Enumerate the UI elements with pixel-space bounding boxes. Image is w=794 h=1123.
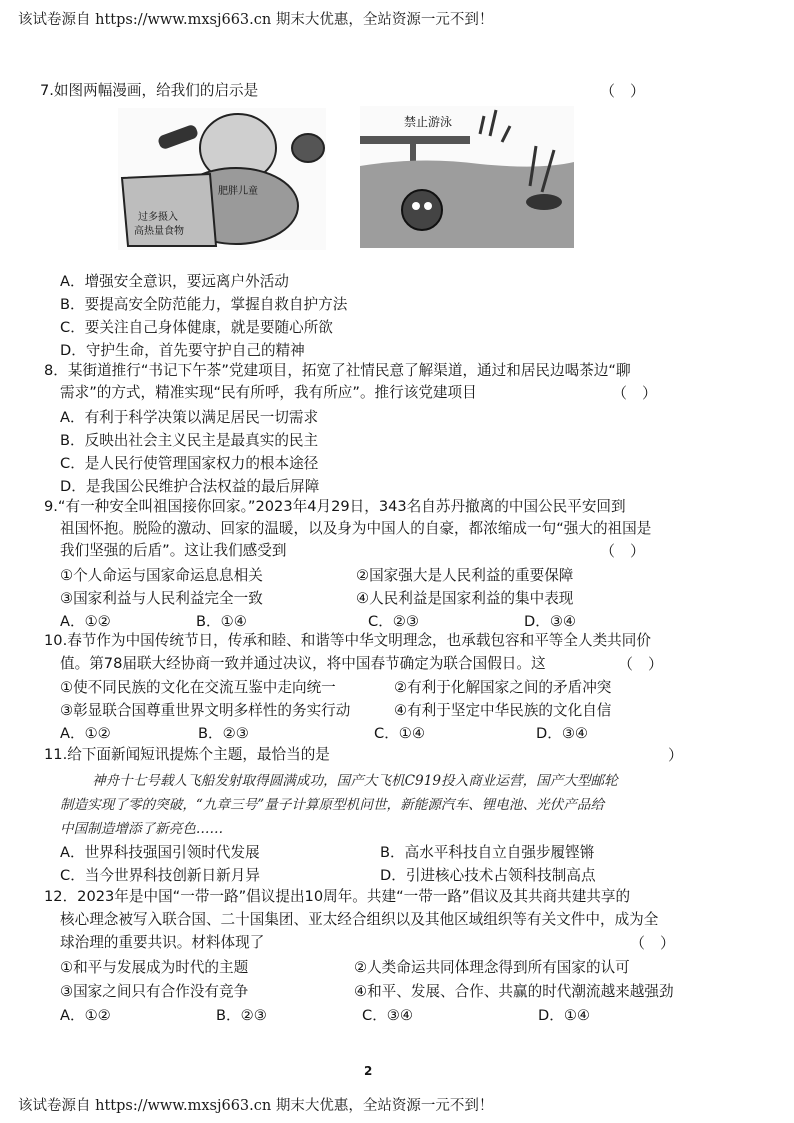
q12-option-c: C．③④ (362, 1007, 413, 1024)
q10-item-1: ①使不同民族的文化在交流互鉴中走向统一 (60, 679, 336, 696)
no-swimming-sign-text: 禁止游泳 (404, 115, 453, 129)
q9-option-d: D．③④ (524, 613, 576, 630)
q11-option-d: D．引进核心技术占领科技制高点 (380, 867, 596, 884)
q11-news-line3: 中国制造增添了新亮色…… (60, 821, 224, 837)
q12-item-1: ①和平与发展成为时代的主题 (60, 959, 249, 976)
q10-item-2: ②有利于化解国家之间的矛盾冲突 (394, 679, 612, 696)
bottom-watermark-banner: 该试卷源自 https://www.mxsj663.cn 期末大优惠，全站资源一元不到！ (18, 1098, 494, 1114)
q10-option-d: D．③④ (536, 725, 588, 742)
q8-option-a: A．有利于科学决策以满足居民一切需求 (60, 409, 319, 426)
q11-option-b: B．高水平科技自立自强步履铿锵 (380, 844, 595, 861)
cartoon-obese-child-image (118, 108, 326, 250)
q9-option-b: B．①④ (196, 613, 247, 630)
q10-item-3: ③彰显联合国尊重世界文明多样性的务实行动 (60, 702, 351, 719)
q12-item-3: ③国家之间只有合作没有竞争 (60, 983, 249, 1000)
q9-item-2: ②国家强大是人民利益的重要保障 (356, 567, 574, 584)
q7-answer-paren: （ ） (600, 82, 646, 100)
top-watermark-banner: 该试卷源自 https://www.mxsj663.cn 期末大优惠，全站资源一元不到！ (18, 12, 494, 28)
q7-option-c: C．要关注自己身体健康，就是要随心所欲 (60, 319, 333, 336)
q7-option-a: A．增强安全意识，要远离户外活动 (60, 273, 289, 290)
q8-stem-line1: 8．某街道推行“书记下午茶”党建项目，拓宽了社情民意了解渠道，通过和居民边喝茶边“聊 (44, 362, 631, 379)
q9-item-4: ④人民利益是国家利益的集中表现 (356, 590, 574, 607)
q11-option-c: C．当今世界科技创新日新月异 (60, 867, 260, 884)
q12-stem-line1: 12．2023年是中国“一带一路”倡议提出10周年。共建“一带一路”倡议及其共商共建共享的 (44, 888, 631, 905)
q10-stem-line2: 值。第78届联大经协商一致并通过决议，将中国春节确定为联合国假日。这 (60, 655, 546, 672)
q10-stem-line1: 10.春节作为中国传统节日，传承和睦、和谐等中华文明理念，也承载包容和平等全人类共同价 (44, 632, 651, 649)
q9-option-a: A．①② (60, 613, 111, 630)
q11-news-line1: 神舟十七号载人飞船发射取得圆满成功，国产大飞机C919投入商业运营，国产大型邮轮 (92, 773, 618, 789)
q11-answer-paren: ） (668, 746, 684, 764)
q8-answer-paren: （ ） (612, 384, 658, 402)
q7-option-b: B．要提高安全防范能力，掌握自救自护方法 (60, 296, 348, 313)
q9-answer-paren: （ ） (600, 542, 646, 560)
q12-option-b: B．②③ (216, 1007, 267, 1024)
q8-option-c: C．是人民行使管理国家权力的根本途径 (60, 455, 319, 472)
q9-item-3: ③国家利益与人民利益完全一致 (60, 590, 263, 607)
page-number: 2 (364, 1064, 373, 1078)
q12-stem-line3: 球治理的重要共识。材料体现了 (60, 934, 265, 951)
q10-option-b: B．②③ (198, 725, 249, 742)
q8-stem-line2: 需求”的方式，精准实现“民有所呼，我有所应”。推行该党建项目 (60, 384, 477, 401)
q12-option-d: D．①④ (538, 1007, 590, 1024)
cartoon-left-label-3: 肥胖儿童 (218, 186, 258, 197)
q8-option-b: B．反映出社会主义民主是最真实的民主 (60, 432, 319, 449)
q10-option-c: C．①④ (374, 725, 425, 742)
cartoon-left-label-1: 过多摄入 (138, 212, 178, 223)
q12-item-2: ②人类命运共同体理念得到所有国家的认可 (354, 959, 630, 976)
q12-option-a: A．①② (60, 1007, 111, 1024)
q9-stem-line2: 祖国怀抱。脱险的激动、回家的温暖，以及身为中国人的自豪，都浓缩成一句“强大的祖国是 (60, 520, 652, 537)
q7-stem: 7.如图两幅漫画，给我们的启示是 (40, 82, 259, 99)
q11-option-a: A．世界科技强国引领时代发展 (60, 844, 260, 861)
q12-answer-paren: （ ） (630, 934, 676, 952)
q9-item-1: ①个人命运与国家命运息息相关 (60, 567, 263, 584)
q9-option-c: C．②③ (368, 613, 419, 630)
q12-stem-line2: 核心理念被写入联合国、二十国集团、亚太经合组织以及其他区域组织等有关文件中，成为全 (60, 911, 659, 928)
cartoon-left-label-2: 高热量食物 (134, 226, 184, 237)
q10-answer-paren: （ ） (618, 655, 664, 673)
cartoon-drowning-child-image (360, 106, 574, 248)
q9-stem-line3: 我们坚强的后盾”。这让我们感受到 (60, 542, 287, 559)
q11-stem: 11.给下面新闻短讯提炼个主题，最恰当的是 (44, 746, 330, 763)
q12-item-4: ④和平、发展、合作、共赢的时代潮流越来越强劲 (354, 983, 674, 1000)
q11-news-line2: 制造实现了零的突破，“九章三号”量子计算原型机问世，新能源汽车、锂电池、光伏产品给 (60, 797, 605, 813)
q9-stem-line1: 9.“有一种安全叫祖国接你回家。”2023年4月29日，343名自苏丹撤离的中国公民平安回到 (44, 498, 626, 515)
q8-option-d: D．是我国公民维护合法权益的最后屏障 (60, 478, 320, 495)
q10-item-4: ④有利于坚定中华民族的文化自信 (394, 702, 612, 719)
q7-option-d: D．守护生命，首先要守护自己的精神 (60, 342, 305, 359)
q10-option-a: A．①② (60, 725, 111, 742)
